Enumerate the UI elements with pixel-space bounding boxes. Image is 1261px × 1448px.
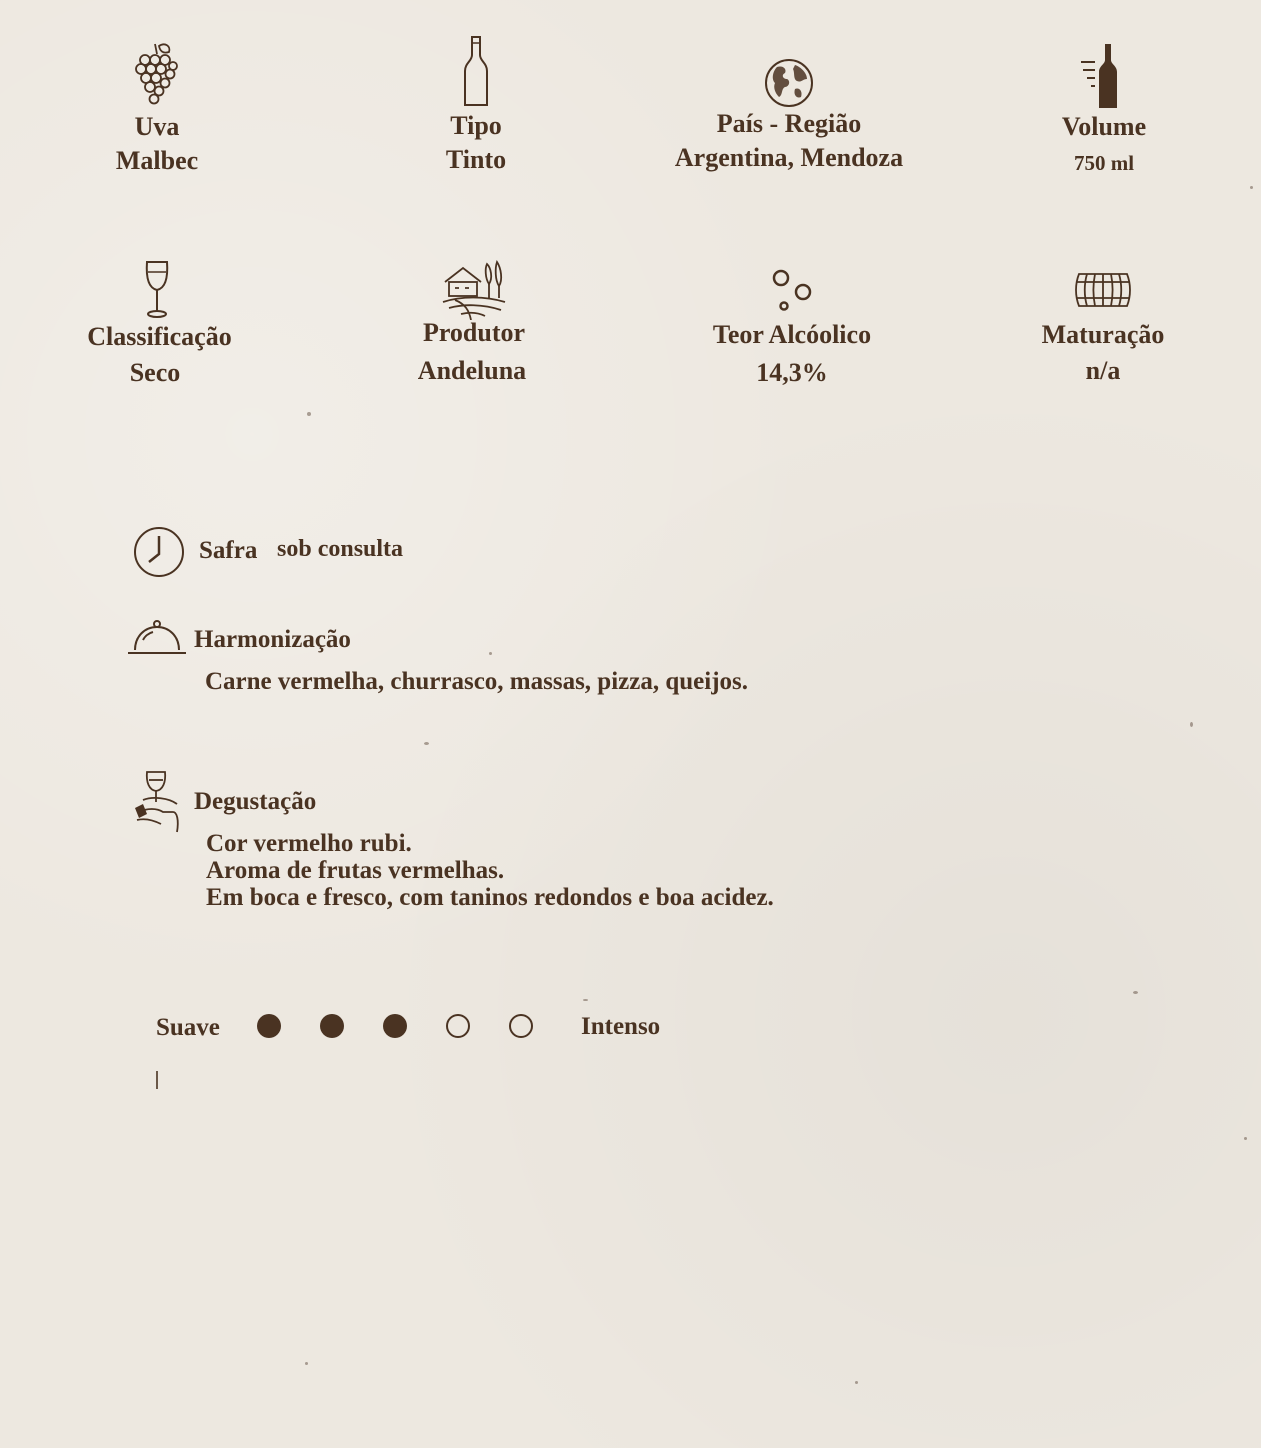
- attr-value: Seco: [129, 358, 181, 387]
- intensity-max-label: Intenso: [581, 1013, 661, 1040]
- degustacao-section: [133, 768, 853, 918]
- globe-icon: [763, 57, 815, 109]
- tasting-hand-icon: [133, 768, 183, 834]
- attr-produtor: [344, 258, 604, 388]
- grapes-icon: [133, 40, 181, 110]
- attr-value: 14,3%: [756, 358, 828, 387]
- degustacao-line: Aroma de frutas vermelhas.: [206, 857, 505, 884]
- harmonizacao-text: Carne vermelha, churrasco, massas, pizza, queijos.: [205, 668, 748, 695]
- attr-value: 750 ml: [1073, 151, 1135, 175]
- bubbles-icon: [768, 268, 816, 314]
- attr-value: n/a: [1085, 356, 1121, 385]
- wine-glass-icon: [142, 258, 172, 320]
- attr-pais-regiao: [659, 57, 919, 175]
- attr-volume: [974, 40, 1234, 180]
- attr-uva: [27, 40, 287, 178]
- attr-label: Volume: [1061, 112, 1147, 141]
- intensity-dot-filled: [257, 1014, 281, 1038]
- attr-classificacao: [27, 258, 287, 390]
- intensity-dot-filled: [383, 1014, 407, 1038]
- harmonizacao-section: [127, 618, 827, 708]
- degustacao-line: Cor vermelho rubi.: [206, 830, 412, 857]
- attr-tipo: [346, 35, 606, 177]
- harmonizacao-title: Harmonização: [194, 626, 351, 653]
- intensity-min-label: Suave: [156, 1014, 220, 1041]
- vineyard-icon: [441, 258, 507, 320]
- attr-label: Classificação: [87, 322, 232, 351]
- bottle-volume-icon: [1079, 40, 1129, 110]
- bottle-outline-icon: [461, 35, 491, 109]
- attr-teor-alcoolico: [662, 268, 922, 390]
- safra-value: sob consulta: [277, 536, 404, 562]
- intensity-dot-empty: [446, 1014, 470, 1038]
- attr-label: País - Região: [716, 109, 862, 138]
- intensity-scale: [156, 1010, 716, 1050]
- cloche-icon: [127, 618, 187, 658]
- clock-icon: [133, 526, 185, 578]
- safra-label: Safra: [199, 537, 258, 564]
- attr-label: Maturação: [1041, 320, 1165, 349]
- intensity-dot-filled: [320, 1014, 344, 1038]
- small-mark: [156, 1071, 158, 1089]
- safra-row: [133, 526, 533, 578]
- barrel-icon: [1073, 268, 1133, 312]
- degustacao-lines: [206, 830, 774, 911]
- attr-label: Uva: [134, 112, 180, 141]
- attr-label: Produtor: [422, 318, 526, 347]
- attr-value: Argentina, Mendoza: [674, 143, 904, 172]
- attr-label: Teor Alcóolico: [712, 320, 872, 349]
- attr-maturacao: [973, 268, 1233, 388]
- intensity-dot-empty: [509, 1014, 533, 1038]
- attr-value: Tinto: [445, 145, 507, 174]
- attr-value: Malbec: [115, 146, 199, 175]
- attr-label: Tipo: [450, 111, 502, 140]
- degustacao-title: Degustação: [194, 788, 317, 815]
- degustacao-line: Em boca e fresco, com taninos redondos e boa acidez.: [206, 884, 774, 911]
- attr-value: Andeluna: [417, 356, 527, 385]
